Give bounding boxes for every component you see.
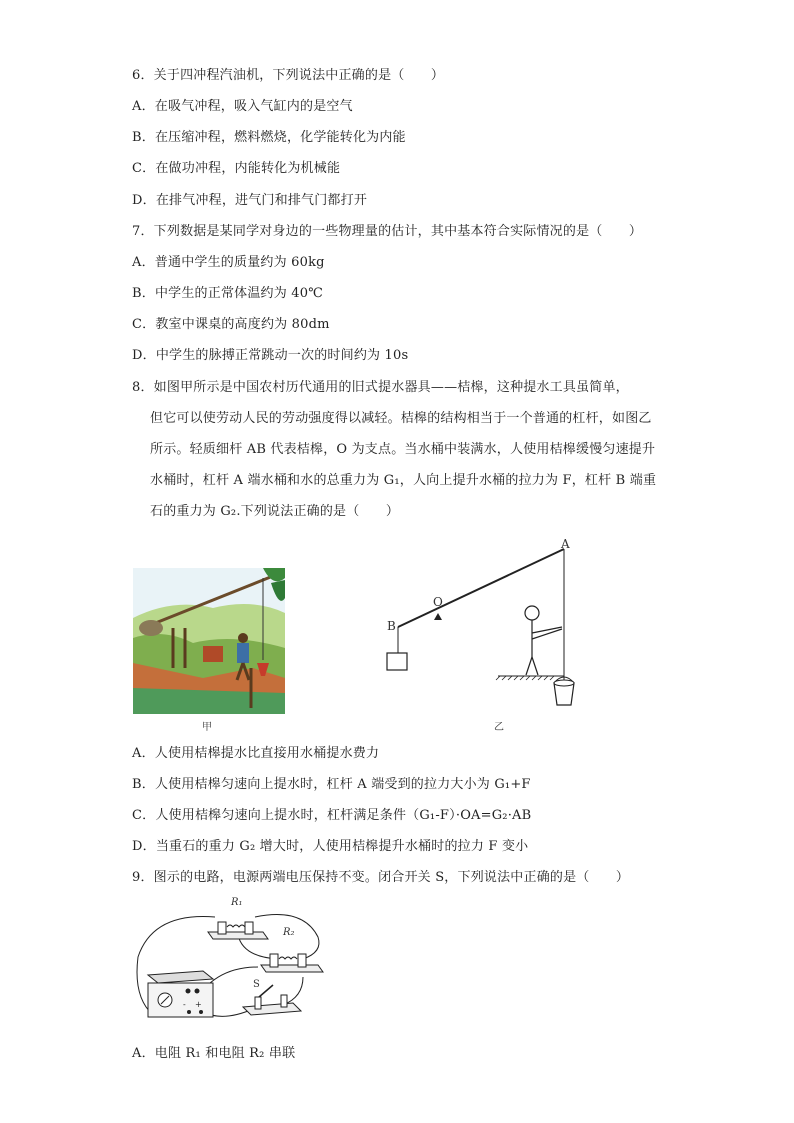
q9-option-a: A．电阻 R₁ 和电阻 R₂ 串联: [132, 1046, 296, 1061]
q7-option-a: A．普通中学生的质量约为 60kg: [132, 255, 325, 270]
q6-option-d: D．在排气冲程，进气门和排气门都打开: [132, 193, 368, 208]
q8-option-c: C．人使用桔槔匀速向上提水时，杠杆满足条件（G₁-F）·OA=G₂·AB: [132, 808, 532, 823]
q7-option-c: C．教室中课桌的高度约为 80dm: [132, 317, 330, 332]
label-r1: R₁: [231, 897, 243, 908]
q9-stem: 9．图示的电路，电源两端电压保持不变。闭合开关 S，下列说法中正确的是（ ）: [132, 870, 630, 885]
q6-option-c: C．在做功冲程，内能转化为机械能: [132, 161, 341, 176]
figure-yi-lever-diagram: [378, 535, 588, 730]
figure-jia-caption: 甲: [202, 722, 212, 733]
q7-option-b: B．中学生的正常体温约为 40℃: [132, 286, 323, 301]
q7-stem: 7．下列数据是某同学对身边的一些物理量的估计，其中基本符合实际情况的是（ ）: [132, 224, 643, 239]
q8-option-a: A．人使用桔槔提水比直接用水桶提水费力: [132, 746, 380, 761]
label-b: B: [387, 619, 396, 633]
q7-option-d: D．中学生的脉搏正常跳动一次的时间约为 10s: [132, 348, 409, 363]
q6-option-a: A．在吸气冲程，吸入气缸内的是空气: [132, 99, 353, 114]
q8-stem-line-1: 8．如图甲所示是中国农村历代通用的旧式提水器具——桔槔，这种提水工具虽简单，: [132, 380, 629, 395]
q8-stem-line-2: 但它可以使劳动人民的劳动强度得以减轻。桔槔的结构相当于一个普通的杠杆，如图乙: [150, 411, 652, 426]
label-s: S: [253, 979, 260, 990]
label-a: A: [561, 537, 570, 551]
q8-stem-line-3: 所示。轻质细杆 AB 代表桔槔，O 为支点。当水桶中装满水，人使用桔槔缓慢匀速提升: [150, 442, 656, 457]
q8-stem-line-4: 水桶时，杠杆 A 端水桶和水的总重力为 G₁，人向上提升水桶的拉力为 F，杠杆 B 端重: [150, 473, 657, 488]
figure-jia-illustration: [133, 568, 285, 714]
figure-circuit: [133, 897, 333, 1022]
label-o: O: [433, 595, 443, 609]
q8-stem-line-5: 石的重力为 G₂.下列说法正确的是（ ）: [150, 504, 400, 519]
svg-text:-: -: [183, 1000, 186, 1009]
figure-yi-caption: 乙: [494, 722, 504, 733]
q8-option-d: D．当重石的重力 G₂ 增大时，人使用桔槔提升水桶时的拉力 F 变小: [132, 839, 529, 854]
label-r2: R₂: [283, 927, 295, 938]
svg-text:+: +: [195, 1000, 202, 1009]
q6-option-b: B．在压缩冲程，燃料燃烧，化学能转化为内能: [132, 130, 406, 145]
q6-stem: 6．关于四冲程汽油机，下列说法中正确的是（ ）: [132, 68, 445, 83]
q8-option-b: B．人使用桔槔匀速向上提水时，杠杆 A 端受到的拉力大小为 G₁+F: [132, 777, 531, 792]
